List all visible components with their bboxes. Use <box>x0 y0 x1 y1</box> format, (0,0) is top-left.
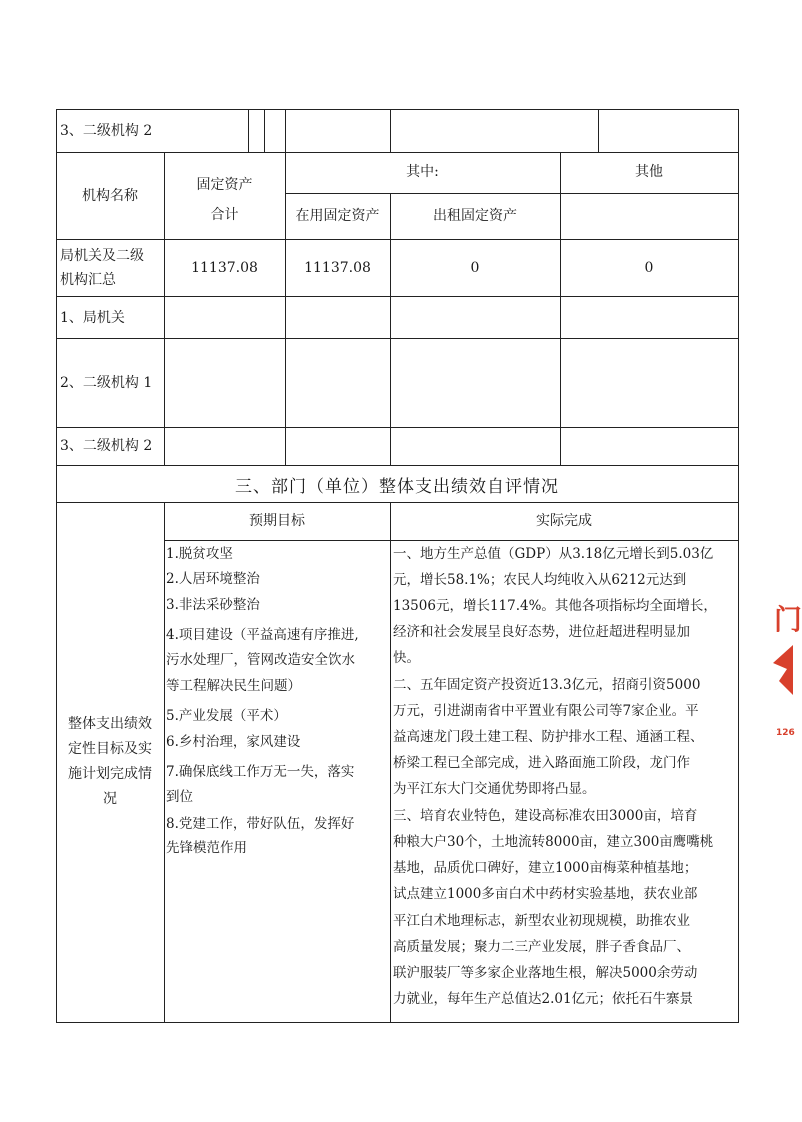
actual-line: 万元，引进湖南省中平置业有限公司等7家企业。平 <box>393 703 699 719</box>
header-in-use: 在用固定资产 <box>295 208 380 224</box>
actual-line: 力就业，每年生产总值达2.01亿元；依托石牛寨景 <box>393 991 694 1007</box>
actual-line: 为平江东大门交通优势即将凸显。 <box>393 781 596 797</box>
expected-line: 7.确保底线工作万无一失，落实 <box>166 764 355 780</box>
expected-line: 污水处理厂，管网改造安全饮水 <box>166 652 355 668</box>
col-actual-header: 实际完成 <box>536 513 592 529</box>
expected-line: 2.人居环境整治 <box>166 571 260 587</box>
header-org-name: 机构名称 <box>82 188 138 204</box>
seal-star-icon <box>773 645 793 695</box>
row-label-line: 况 <box>103 791 117 807</box>
actual-line: 一、地方生产总值（GDP）从3.18亿元增长到5.03亿 <box>393 546 714 562</box>
row-summary-total: 11137.08 <box>191 260 258 276</box>
actual-line: 高质量发展；聚力二三产业发展，胖子香食品厂、 <box>393 939 690 955</box>
actual-line: 益高速龙门段土建工程、防护排水工程、通涵工程、 <box>393 729 704 745</box>
actual-line: 桥梁工程已全部完成，进入路面施工阶段，龙门作 <box>393 755 690 771</box>
row-summary-label-line1: 局机关及二级 <box>60 248 144 264</box>
row-summary-rented: 0 <box>470 260 480 276</box>
actual-line: 元，增长58.1%；农民人均纯收入从6212元达到 <box>393 572 687 588</box>
seal-digits: 126 <box>776 728 795 738</box>
actual-line: 平江白术地理标志，新型农业初现规模，助推农业 <box>393 913 690 929</box>
top-row-label: 3、二级机构 2 <box>60 123 153 139</box>
row-summary-in-use: 11137.08 <box>304 260 371 276</box>
row-sub-org-2-label: 3、二级机构 2 <box>60 438 153 454</box>
row-summary-other: 0 <box>644 260 654 276</box>
header-fixed-assets-line2: 合计 <box>210 207 239 223</box>
header-among: 其中: <box>406 164 439 180</box>
row-bureau-label: 1、局机关 <box>60 310 125 326</box>
expected-line: 到位 <box>166 789 193 805</box>
row-label-line: 定性目标及实 <box>68 741 152 757</box>
actual-line: 13506元，增长117.4%。其他各项指标均全面增长， <box>393 598 717 614</box>
row-sub-org-1-label: 2、二级机构 1 <box>60 375 153 391</box>
expected-line: 1.脱贫攻坚 <box>166 546 233 562</box>
expected-line: 先锋模范作用 <box>166 840 247 856</box>
row-label-line: 整体支出绩效 <box>68 716 152 732</box>
header-rented-out: 出租固定资产 <box>433 208 517 224</box>
row-label-line: 施计划完成情 <box>68 766 152 782</box>
actual-line: 种粮大户30个，土地流转8000亩，建立300亩鹰嘴桃 <box>393 834 714 850</box>
col-expected-header: 预期目标 <box>249 513 305 529</box>
actual-line: 经济和社会发展呈良好态势，进位赶超进程明显加 <box>393 624 690 640</box>
expected-line: 6.乡村治理，家风建设 <box>166 734 301 750</box>
expected-line: 4.项目建设（平益高速有序推进, <box>166 627 359 643</box>
actual-line: 二、五年固定资产投资近13.3亿元，招商引资5000 <box>393 677 701 693</box>
actual-line: 三、培育农业特色，建设高标准农田3000亩，培育 <box>393 808 698 824</box>
header-fixed-assets-line1: 固定资产 <box>196 177 253 193</box>
row-summary-label-line2: 机构汇总 <box>60 272 116 288</box>
actual-line: 快。 <box>393 650 420 666</box>
section-3-title: 三、部门（单位）整体支出绩效自评情况 <box>235 477 559 497</box>
expected-line: 8.党建工作，带好队伍，发挥好 <box>166 816 355 832</box>
actual-line: 联沪服装厂等多家企业落地生根，解决5000余劳动 <box>393 965 698 981</box>
seal-character: 门 <box>774 603 802 636</box>
expected-line: 等工程解决民生问题） <box>166 678 301 694</box>
actual-line: 试点建立1000多亩白术中药材实验基地，获农业部 <box>393 886 698 902</box>
expected-line: 3.非法采砂整治 <box>166 597 260 613</box>
header-other: 其他 <box>635 164 663 180</box>
expected-line: 5.产业发展（平术） <box>166 708 287 724</box>
actual-line: 基地，品质优口碑好，建立1000亩梅菜种植基地； <box>393 860 698 876</box>
